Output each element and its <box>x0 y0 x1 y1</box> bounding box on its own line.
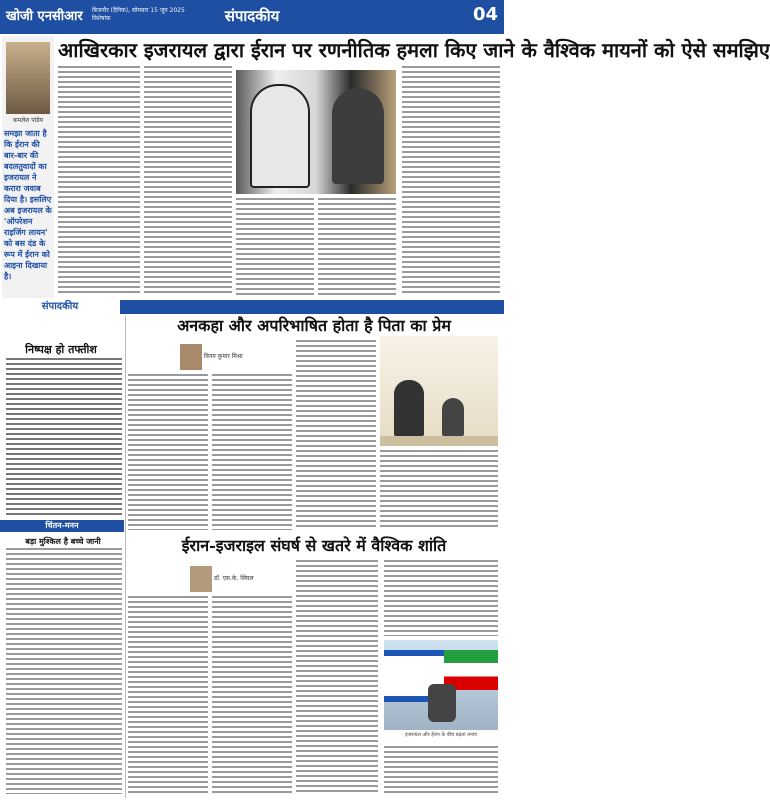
leaders-photo <box>236 70 396 194</box>
story4-author: डॉ. एस.के. सिंघल <box>214 575 254 582</box>
section-title: संपादकीय <box>224 7 280 25</box>
author-sidebar <box>2 36 54 298</box>
column-divider <box>125 316 126 798</box>
article-body-col1 <box>58 66 140 296</box>
article-body-col4 <box>318 198 396 296</box>
story3-band: चिंतन-मनन <box>0 520 124 532</box>
main-headline: आखिरकार इजरायल द्वारा ईरान पर रणनीतिक हमला किए जाने के वैश्विक मायनों को ऐसे समझिए <box>58 38 770 62</box>
story4-body-col2 <box>212 596 292 794</box>
story4-body-col1 <box>128 596 208 794</box>
story2-author: विनय कुमार मिश्रा <box>204 353 243 360</box>
author-name: कमलेश पांडेय <box>13 117 43 124</box>
left-column-headline: निष्पक्ष हो तफ्तीश <box>25 343 97 356</box>
story2-headline: अनकहा और अपरिभाषित होता है पिता का प्रेम <box>177 316 451 335</box>
story4-body-col3 <box>296 560 378 794</box>
article-body-col3 <box>236 198 314 296</box>
story2-body-col4 <box>380 450 498 530</box>
story3-headline: बड़ा मुश्किल है बच्चे जानी <box>25 537 101 546</box>
page-header <box>0 0 504 34</box>
page-number: 04 <box>472 4 498 25</box>
story2-author-photo <box>180 344 202 370</box>
article-body-col5 <box>402 66 500 296</box>
story4-author-photo <box>190 566 212 592</box>
photo-caption: इजरायल और ईरान के बीच बढ़ता तनाव <box>405 732 477 738</box>
left-column-body <box>6 358 122 516</box>
story2-body-col3 <box>296 340 376 530</box>
issue-date: बिजनौर (दैनिक), सोमवार 15 जून 2025 <box>92 7 185 14</box>
section-band-label: संपादकीय <box>0 300 122 314</box>
story2-body-col1 <box>128 374 208 530</box>
story4-headline: ईरान-इजराइल संघर्ष से खतरे में वैश्विक शांति <box>181 536 447 555</box>
story3-body <box>6 548 122 794</box>
father-child-photo <box>380 336 498 446</box>
pull-quote: समझा जाता है कि ईरान की बार-बार की बदलतुवादों का इजरायल ने करारा जवाब दिया है। इसलिए अब इजरायल के 'ऑपरेशन राइजिंग लायन' को बस दंड के रूप में ईरान को आइना दिखाया है। <box>4 129 52 281</box>
author-photo <box>6 42 50 114</box>
issue-note: विशेषांक <box>92 15 111 22</box>
flags-photo <box>384 640 498 730</box>
article-body-col2 <box>144 66 232 296</box>
story4-body-col5 <box>384 746 498 794</box>
story4-body-col4 <box>384 560 498 636</box>
newspaper-brand: खोजी एनसीआर <box>6 9 83 24</box>
story2-body-col2 <box>212 374 292 530</box>
